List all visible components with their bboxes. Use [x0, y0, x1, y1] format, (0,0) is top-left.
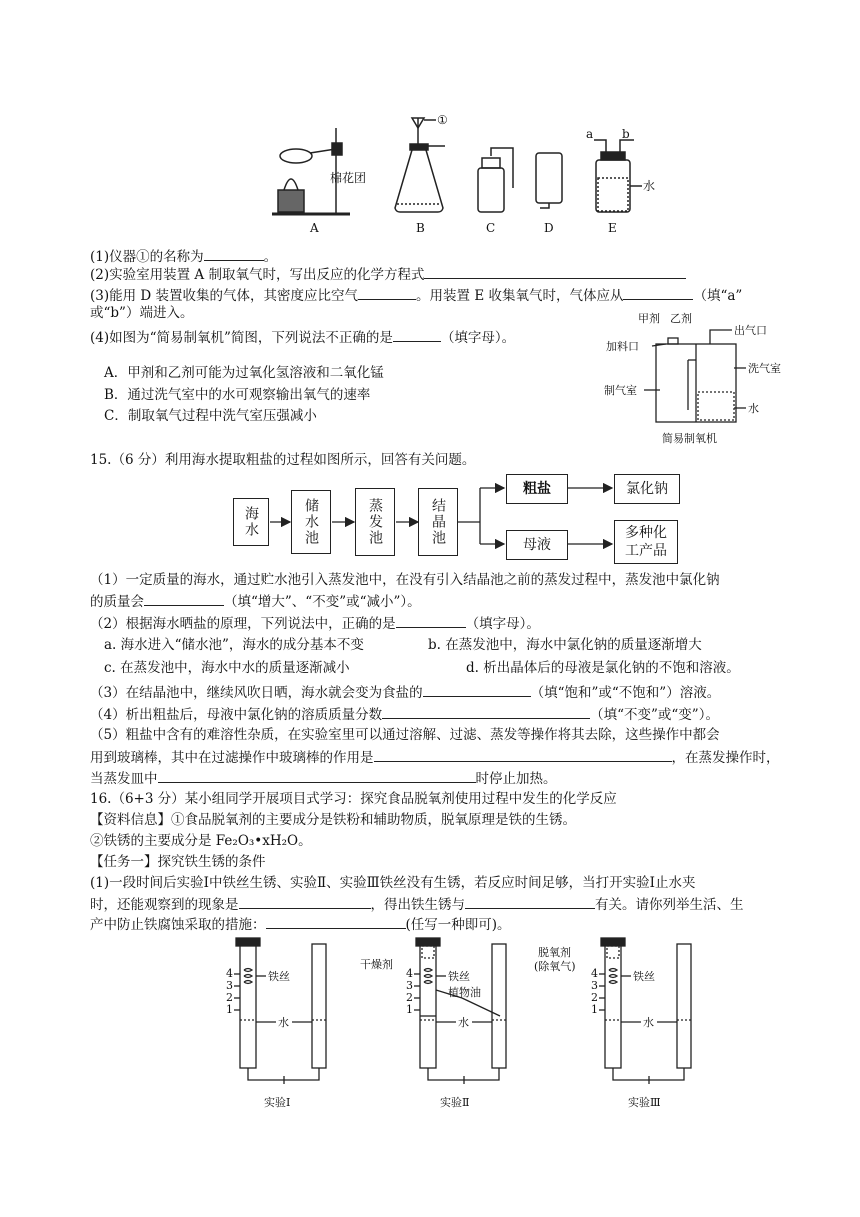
tick-1: 1 [226, 1003, 233, 1016]
answer-blank[interactable] [423, 682, 531, 697]
apparatus-figure [270, 108, 660, 238]
oxygen-machine-figure [600, 310, 800, 450]
q14-option-c: C．制取氧气过程中洗气室压强减小 [104, 408, 317, 424]
flow-mother-liquor: 母液 [506, 530, 568, 560]
answer-blank[interactable] [144, 591, 224, 606]
q15-s1b: 的质量会 （填“增大”、“不变”或“减小”）。 [90, 591, 421, 611]
q15-title: 15.（6 分）利用海水提取粗盐的过程如图所示，回答有关问题。 [90, 452, 476, 468]
q14-part3-cont: 或“b”）端进入。 [90, 305, 194, 321]
port-a-label: a [586, 127, 594, 141]
q14-part2: (2)实验室用装置 A 制取氧气时，写出反应的化学方程式 [90, 264, 686, 284]
exp2-water-label: 水 [458, 1016, 469, 1029]
machine-jia-label: 甲剂 [638, 312, 660, 325]
answer-blank[interactable] [382, 704, 590, 719]
flow-seawater: 海水 [233, 498, 269, 546]
q15-s4: （4）析出粗盐后，母液中氯化钠的溶质质量分数 （填“不变”或“变”）。 [90, 704, 719, 724]
exp2-tick-1: 1 [406, 1003, 413, 1016]
answer-blank[interactable] [623, 285, 693, 300]
exp1-water-label: 水 [278, 1016, 289, 1029]
machine-water-label: 水 [748, 402, 759, 415]
q14-part1: (1)仪器①的名称为 。 [90, 246, 277, 266]
q16-line-2: 时，还能观察到的现象是 ，得出铁生锈与 有关。请你列举生活、生 [90, 894, 744, 914]
exp1-iron-label: 铁丝 [268, 970, 290, 983]
exp2-tick-4: 4 [406, 967, 413, 980]
q14-part3: (3)能用 D 装置收集的气体，其密度应比空气 。用装置 E 收集氧气时，气体应从 （填“a” [90, 285, 742, 305]
apparatus-label-c: C [486, 221, 496, 235]
exp3-caption: 实验Ⅲ [628, 1096, 661, 1109]
q15-option-a: a. 海水进入“储水池”，海水的成分基本不变 [104, 637, 364, 653]
exp2-tick-3: 3 [406, 979, 413, 992]
q15-option-d: d. 析出晶体后的母液是氯化钠的不饱和溶液。 [466, 660, 740, 676]
exp3-deoxidizer-label: 脱氧剂 [538, 946, 571, 959]
exp3-tick-4: 4 [591, 967, 598, 980]
answer-blank[interactable] [465, 894, 595, 909]
flow-crystallization: 结晶池 [418, 488, 458, 556]
tick-3: 3 [226, 979, 233, 992]
q14-part4: (4)如图为“简易制氧机”简图，下列说法不正确的是 （填字母）。 [90, 327, 515, 347]
q16-line-3: 产中防止铁腐蚀采取的措施： (任写一种即可)。 [90, 914, 511, 934]
q15-s5d: 当蒸发皿中 时停止加热。 [90, 768, 557, 788]
flow-crude-salt: 粗盐 [506, 474, 568, 504]
exp3-deoxidizer-note: (除氧气) [534, 960, 576, 973]
machine-inlet-label: 加料口 [606, 340, 639, 353]
q16-title: 16.（6+3 分）某小组同学开展项目式学习：探究食品脱氧剂使用过程中发生的化学反应 [90, 791, 617, 807]
exp2-desiccant-label: 干燥剂 [360, 958, 393, 971]
q16-task-1: 【任务一】探究铁生锈的条件 [90, 854, 266, 870]
machine-wash-label: 洗气室 [748, 362, 781, 375]
flow-evaporation: 蒸发池 [355, 488, 395, 556]
cotton-label: 棉花团 [330, 171, 367, 185]
exp3-water-label: 水 [643, 1016, 654, 1029]
tick-4: 4 [226, 967, 233, 980]
exp3-tick-2: 2 [591, 991, 598, 1004]
answer-blank[interactable] [393, 327, 441, 342]
port-b-label: b [622, 127, 630, 141]
q16-info-2: ②铁锈的主要成分是 Fe₂O₃•xH₂O。 [90, 833, 312, 849]
exp2-tick-2: 2 [406, 991, 413, 1004]
exp1-caption: 实验Ⅰ [264, 1096, 291, 1109]
answer-blank[interactable] [158, 768, 476, 783]
machine-yi-label: 乙剂 [670, 312, 692, 325]
answer-blank[interactable] [266, 914, 406, 929]
machine-outlet-label: 出气口 [734, 324, 767, 337]
machine-caption: 简易制氧机 [662, 432, 717, 445]
exp2-iron-label: 铁丝 [448, 970, 470, 983]
answer-blank[interactable] [374, 747, 672, 762]
exp3-tick-1: 1 [591, 1003, 598, 1016]
q16-info-1: 【资料信息】①食品脱氧剂的主要成分是铁粉和辅助物质，脱氧原理是铁的生锈。 [90, 812, 576, 828]
exp2-caption: 实验Ⅱ [440, 1096, 470, 1109]
q15-s3: （3）在结晶池中，继续风吹日晒，海水就会变为食盐的 （填“饱和”或“不饱和”）溶液。 [90, 682, 720, 702]
apparatus-label-d: D [544, 221, 554, 235]
answer-blank[interactable] [396, 613, 466, 628]
answer-blank[interactable] [358, 285, 416, 300]
q14-option-a: A．甲剂和乙剂可能为过氧化氢溶液和二氧化锰 [104, 365, 384, 381]
answer-blank[interactable] [424, 264, 686, 279]
machine-make-label: 制气室 [604, 384, 637, 397]
q15-s5b: 用到玻璃棒，其中在过滤操作中玻璃棒的作用是 ，在蒸发操作时， [90, 747, 780, 767]
marker-1: ① [437, 113, 448, 127]
apparatus-label-b: B [416, 221, 425, 235]
tick-2: 2 [226, 991, 233, 1004]
q15-option-c: c. 在蒸发池中，海水中水的质量逐渐减小 [104, 660, 350, 676]
q15-s5a: （5）粗盐中含有的难溶性杂质，在实验室里可以通过溶解、过滤、蒸发等操作将其去除，这些操作中都会 [90, 727, 720, 743]
apparatus-label-e: E [608, 221, 617, 235]
exp2-oil-label: 植物油 [448, 986, 481, 999]
flow-chemical-products: 多种化工产品 [614, 520, 678, 564]
answer-blank[interactable] [239, 894, 371, 909]
e-water-label: 水 [643, 179, 656, 193]
flow-storage: 储水池 [291, 490, 331, 554]
exp3-tick-3: 3 [591, 979, 598, 992]
q16-line-1: (1)一段时间后实验Ⅰ中铁丝生锈、实验Ⅱ、实验Ⅲ铁丝没有生锈，若反应时间足够，当打开实验Ⅰ止水夹 [90, 875, 696, 891]
q14-option-b: B．通过洗气室中的水可观察输出氧气的速率 [104, 387, 371, 403]
flow-sodium-chloride: 氯化钠 [614, 474, 680, 504]
exp3-iron-label: 铁丝 [633, 970, 655, 983]
q15-s2: （2）根据海水晒盐的原理，下列说法中，正确的是 （填字母）。 [90, 613, 540, 633]
q15-s1a: （1）一定质量的海水，通过贮水池引入蒸发池中，在没有引入结晶池之前的蒸发过程中，蒸发池中氯化钠 [90, 572, 720, 588]
q15-option-b: b. 在蒸发池中，海水中氯化钠的质量逐渐增大 [428, 637, 702, 653]
experiment-figure [200, 930, 720, 1110]
apparatus-label-a: A [310, 221, 319, 235]
answer-blank[interactable] [204, 246, 264, 261]
